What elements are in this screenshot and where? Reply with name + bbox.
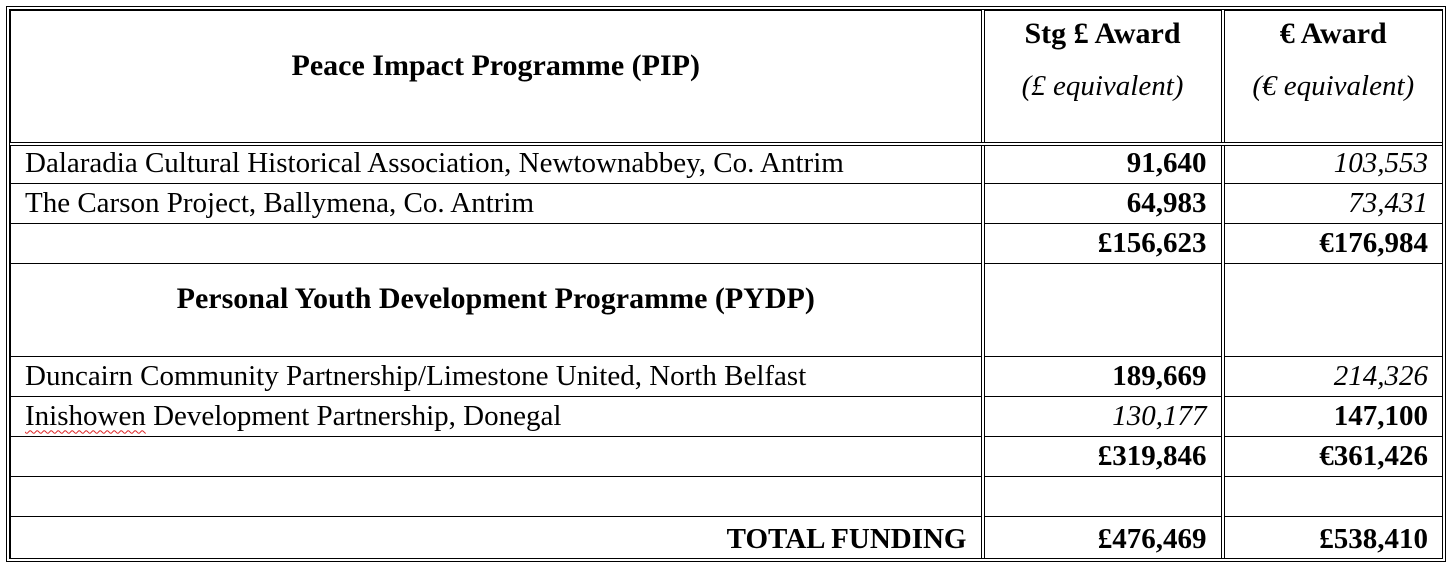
organisation-name-rest: Development Partnership, Donegal: [145, 399, 562, 432]
table-row: [11, 184, 1443, 224]
section-row: [11, 264, 1443, 357]
pip-heading: Peace Impact Programme (PIP): [11, 11, 983, 144]
pydp-heading: Personal Youth Development Programme (PYDP): [11, 264, 983, 357]
stg-award-subtitle: (£ equivalent): [1021, 70, 1184, 102]
stg-value: 91,640: [983, 144, 1223, 184]
table-row: [11, 357, 1443, 397]
eur-value: 214,326: [1223, 357, 1443, 397]
pip-subtotal-stg: £156,623: [983, 224, 1223, 264]
table-row: [11, 397, 1443, 437]
pydp-subtotal-eur: €361,426: [1223, 437, 1443, 477]
empty-cell: [1223, 264, 1443, 357]
subtotal-row: [11, 437, 1443, 477]
empty-cell: [11, 224, 983, 264]
total-row: [11, 517, 1443, 559]
stg-value: 64,983: [983, 184, 1223, 224]
pydp-subtotal-stg: £319,846: [983, 437, 1223, 477]
header-row: [11, 11, 1443, 144]
organisation-name: Duncairn Community Partnership/Limestone United, North Belfast: [11, 357, 983, 397]
total-eur: £538,410: [1223, 517, 1443, 559]
organisation-name: The Carson Project, Ballymena, Co. Antrim: [11, 184, 983, 224]
stg-award-header: [983, 11, 1223, 144]
empty-cell: [983, 264, 1223, 357]
eur-award-header: [1223, 11, 1443, 144]
stg-value: 189,669: [983, 357, 1223, 397]
empty-cell: [1223, 477, 1443, 517]
eur-value: 103,553: [1223, 144, 1443, 184]
subtotal-row: [11, 224, 1443, 264]
total-funding-label: TOTAL FUNDING: [11, 517, 983, 559]
organisation-name: Dalaradia Cultural Historical Association, Newtownabbey, Co. Antrim: [11, 144, 983, 184]
eur-value: 73,431: [1223, 184, 1443, 224]
spacer-row: [11, 477, 1443, 517]
stg-award-title: Stg £ Award: [1024, 17, 1181, 50]
eur-value: 147,100: [1223, 397, 1443, 437]
empty-cell: [983, 477, 1223, 517]
empty-cell: [11, 437, 983, 477]
empty-cell: [11, 477, 983, 517]
stg-value: 130,177: [983, 397, 1223, 437]
total-stg: £476,469: [983, 517, 1223, 559]
misspelled-word: Inishowen: [25, 399, 146, 432]
table-row: [11, 144, 1443, 184]
eur-award-title: € Award: [1279, 17, 1387, 50]
organisation-name: [11, 397, 983, 437]
funding-table: [10, 10, 1443, 559]
pip-subtotal-eur: €176,984: [1223, 224, 1443, 264]
eur-award-subtitle: (€ equivalent): [1252, 70, 1415, 102]
